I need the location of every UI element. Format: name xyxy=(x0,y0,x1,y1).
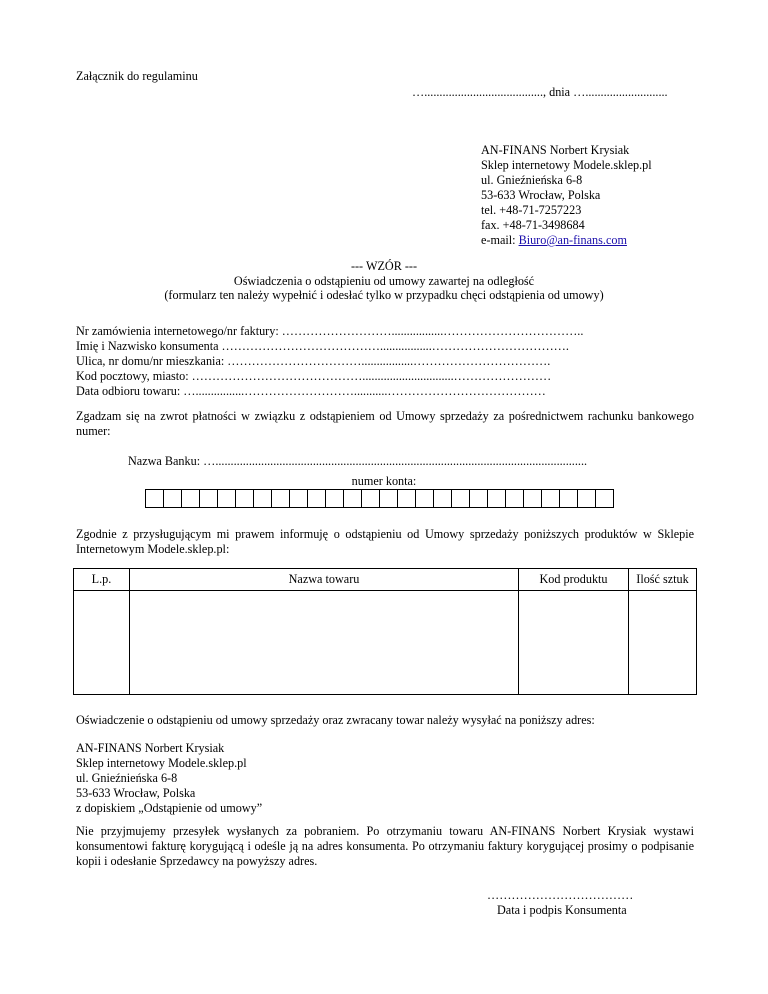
account-digit-box[interactable] xyxy=(325,489,344,508)
consumer-fields xyxy=(76,324,583,399)
account-digit-box[interactable] xyxy=(343,489,362,508)
field-consumer-name[interactable]: Imię i Nazwisko konsumenta ………………………………….................……………………………. xyxy=(76,339,569,353)
pattern-label: --- WZÓR --- xyxy=(350,259,418,273)
account-digit-box[interactable] xyxy=(559,489,578,508)
account-digit-box[interactable] xyxy=(523,489,542,508)
account-digit-box[interactable] xyxy=(235,489,254,508)
form-note: (formularz ten należy wypełnić i odesłać tylko w przypadku chęci odstąpienia od umowy) xyxy=(164,288,604,302)
account-digit-box[interactable] xyxy=(217,489,236,508)
account-digit-box[interactable] xyxy=(163,489,182,508)
account-digit-box[interactable] xyxy=(487,489,506,508)
products-intro: Zgodnie z przysługującym mi prawem informuję o odstąpieniu od Umowy sprzedaży poniższych produktów w Sklepie Internetowym Modele.sklep.pl: xyxy=(76,527,694,556)
seller-fax: fax. +48-71-3498684 xyxy=(481,218,585,232)
seller-tel: tel. +48-71-7257223 xyxy=(481,203,582,217)
seller-shop: Sklep internetowy Modele.sklep.pl xyxy=(481,158,652,172)
return-line-note: z dopiskiem „Odstąpienie od umowy” xyxy=(76,801,263,815)
field-street[interactable]: Ulica, nr domu/nr mieszkania: …………………………….................……………………………. xyxy=(76,354,551,368)
cell-quantity[interactable] xyxy=(629,591,697,695)
account-digit-box[interactable] xyxy=(181,489,200,508)
column-header-lp: L.p. xyxy=(74,569,130,591)
account-digit-box[interactable] xyxy=(505,489,524,508)
column-header-product-name: Nazwa towaru xyxy=(130,569,519,591)
account-number-label: numer konta: xyxy=(351,474,417,488)
seller-email-label: e-mail: xyxy=(481,233,519,247)
seller-city: 53-633 Wrocław, Polska xyxy=(481,188,601,202)
refund-consent-text: Zgadzam się na zwrot płatności w związku z odstąpieniem od Umowy sprzedaży za pośrednictwem rachunku bankowego numer: xyxy=(76,409,694,438)
account-digit-box[interactable] xyxy=(289,489,308,508)
account-digit-box[interactable] xyxy=(199,489,218,508)
field-order-number[interactable]: Nr zamówienia internetowego/nr faktury: ……………………….................…………………………….. xyxy=(76,324,584,338)
form-heading: Oświadczenia o odstąpieniu od umowy zawartej na odległość xyxy=(233,274,535,288)
account-digit-box[interactable] xyxy=(415,489,434,508)
seller-email-row xyxy=(481,233,652,248)
account-digit-box[interactable] xyxy=(433,489,452,508)
return-address xyxy=(76,741,262,816)
place-date-line: …......................................., dnia …........................... xyxy=(412,85,668,99)
seller-email-link[interactable]: Biuro@an-finans.com xyxy=(518,233,627,247)
attachment-label: Załącznik do regulaminu xyxy=(76,69,198,83)
column-header-quantity: Ilość sztuk xyxy=(629,569,697,591)
return-line-name: AN-FINANS Norbert Krysiak xyxy=(76,741,225,755)
account-digit-box[interactable] xyxy=(253,489,272,508)
return-line-shop: Sklep internetowy Modele.sklep.pl xyxy=(76,756,247,770)
return-intro: Oświadczenie o odstąpieniu od umowy sprzedaży oraz zwracany towar należy wysyłać na poniższy adres: xyxy=(76,713,595,727)
products-table xyxy=(73,568,697,695)
field-postal-city[interactable]: Kod pocztowy, miasto: ……………………………………..............................…………………… xyxy=(76,369,552,383)
account-digit-box[interactable] xyxy=(271,489,290,508)
account-digit-box[interactable] xyxy=(595,489,614,508)
seller-address xyxy=(481,143,652,248)
signature-line[interactable]: ……………………………… xyxy=(487,888,634,902)
cell-lp[interactable] xyxy=(74,591,130,695)
column-header-product-code: Kod produktu xyxy=(519,569,629,591)
account-digit-box[interactable] xyxy=(397,489,416,508)
products-header-row xyxy=(74,569,697,591)
account-digit-box[interactable] xyxy=(145,489,164,508)
cell-product-code[interactable] xyxy=(519,591,629,695)
cod-notice: Nie przyjmujemy przesyłek wysłanych za pobraniem. Po otrzymaniu towaru AN-FINANS Norbert Krysiak wystawi konsumentowi fakturę korygującą i odeśle ją na adres konsumenta. Po otrzymaniu faktury korygującej prosimy o podpisanie kopii i odesłanie Sprzedawcy na powyższy adres. xyxy=(76,824,694,868)
account-digit-box[interactable] xyxy=(469,489,488,508)
field-receipt-date[interactable]: Data odbioru towaru: …................………………………...........………………………………… xyxy=(76,384,546,398)
account-digit-box[interactable] xyxy=(577,489,596,508)
account-digit-box[interactable] xyxy=(451,489,470,508)
bank-name-field[interactable]: Nazwa Banku: ….......................................................................................................................... xyxy=(128,454,588,468)
seller-name: AN-FINANS Norbert Krysiak xyxy=(481,143,630,157)
account-digit-box[interactable] xyxy=(379,489,398,508)
products-entry-row xyxy=(74,591,697,695)
account-digit-box[interactable] xyxy=(541,489,560,508)
seller-street: ul. Gnieźnieńska 6-8 xyxy=(481,173,583,187)
account-digit-box[interactable] xyxy=(307,489,326,508)
account-digit-box[interactable] xyxy=(361,489,380,508)
return-line-street: ul. Gnieźnieńska 6-8 xyxy=(76,771,178,785)
cell-product-name[interactable] xyxy=(130,591,519,695)
return-line-city: 53-633 Wrocław, Polska xyxy=(76,786,196,800)
signature-label: Data i podpis Konsumenta xyxy=(497,903,627,917)
account-number-boxes[interactable] xyxy=(145,489,614,507)
